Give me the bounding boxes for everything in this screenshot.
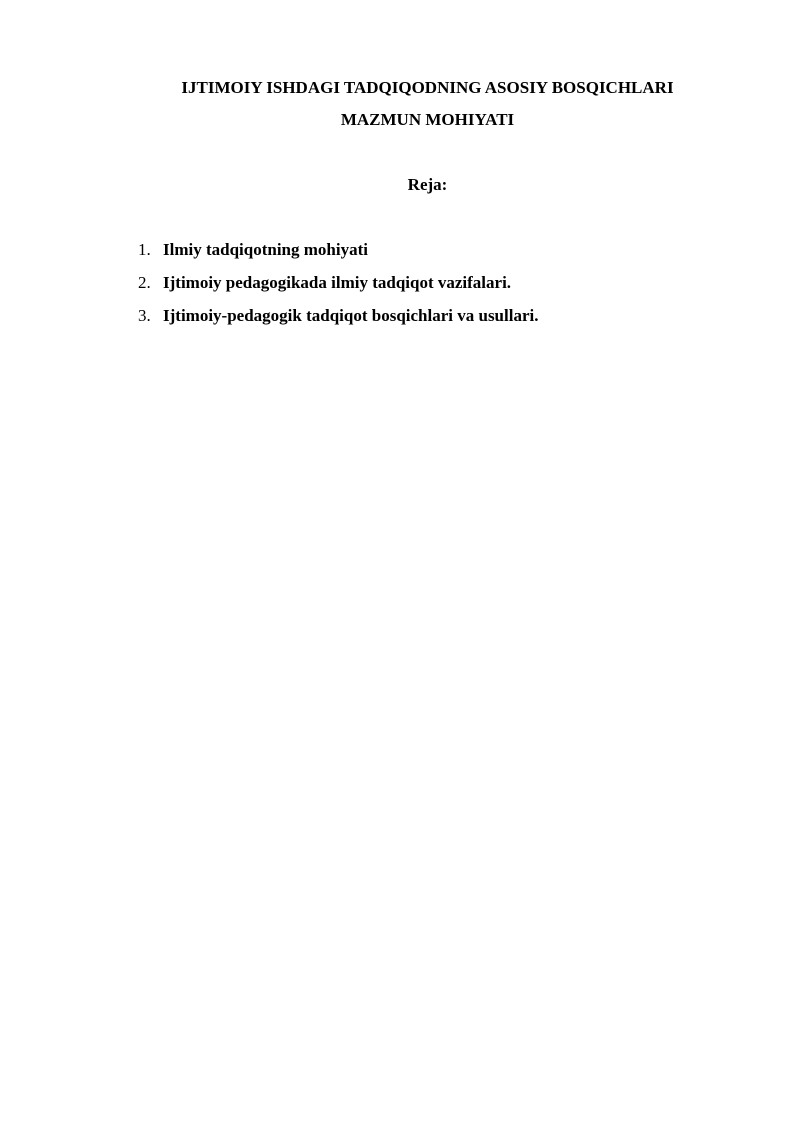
plan-item-1 bbox=[138, 240, 538, 273]
plan-item-number: 3. bbox=[138, 306, 151, 325]
plan-list bbox=[138, 240, 538, 339]
plan-item-number: 2. bbox=[138, 273, 151, 292]
plan-item-2 bbox=[138, 273, 538, 306]
plan-item-text: Ilmiy tadqiqotning mohiyati bbox=[163, 240, 368, 259]
plan-item-number: 1. bbox=[138, 240, 151, 259]
plan-heading: Reja: bbox=[407, 175, 448, 194]
plan-item-3 bbox=[138, 306, 538, 339]
plan-item-text: Ijtimoiy-pedagogik tadqiqot bosqichlari va usullari. bbox=[163, 306, 539, 325]
document-title-line-2: MAZMUN MOHIYATI bbox=[340, 110, 515, 129]
document-title-line-1: IJTIMOIY ISHDAGI TADQIQODNING ASOSIY BOSQICHLARI bbox=[181, 78, 674, 97]
plan-item-text: Ijtimoiy pedagogikada ilmiy tadqiqot vazifalari. bbox=[163, 273, 512, 292]
